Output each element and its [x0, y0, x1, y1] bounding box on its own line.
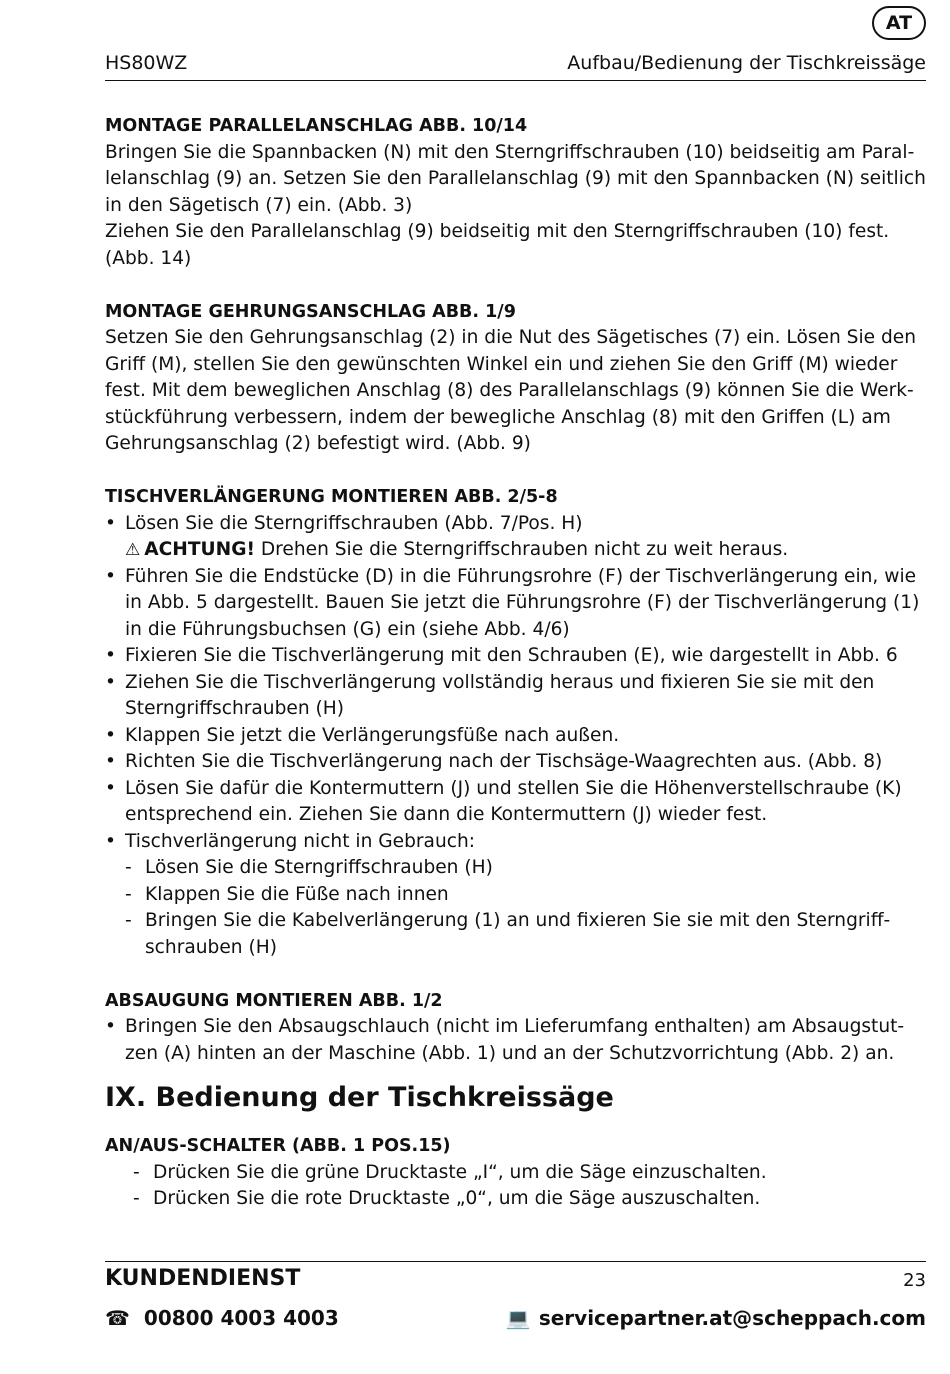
paragraph: Bringen Sie die Spannbacken (N) mit den Sterngriffschrauben (10) beidseitig am Parallelanschlag (9) an. Setzen Sie den Parallelanschlag (9) mit den Spannbacken (N) seitlich in den Sägetisch (7) ein. (Abb. 3) [105, 141, 926, 216]
heading-absaugung: ABSAUGUNG MONTIEREN ABB. 1/2 [105, 990, 443, 1011]
list-item: - Bringen Sie die Kabelverlängerung (1) an und fixieren Sie sie mit den Sterngriffschrauben (H) [125, 908, 926, 961]
list-item: • Lösen Sie die Sterngriffschrauben (Abb. 7/Pos. H) ⚠ ACHTUNG! Drehen Sie die Sterngriffschrauben nicht zu weit heraus. [105, 511, 926, 564]
section-title: Aufbau/Bedienung der Tischkreissäge [567, 52, 926, 74]
model-name: HS80WZ [105, 52, 188, 74]
list-item: • Lösen Sie dafür die Kontermuttern (J) und stellen Sie die Höhenverstellschraube (K) entsprechend ein. Ziehen Sie dann die Kontermuttern (J) wieder fest. [105, 776, 926, 829]
list-item: - Klappen Sie die Füße nach innen [125, 882, 926, 909]
list-item: • Richten Sie die Tischverlängerung nach der Tischsäge-Waagrechten aus. (Abb. 8) [105, 749, 926, 776]
country-badge: AT [872, 6, 926, 40]
chapter-title: IX. Bedienung der Tischkreissäge [105, 1082, 614, 1113]
warning-label: ACHTUNG! [144, 539, 255, 560]
header-divider [105, 80, 926, 81]
bullet-list [105, 511, 926, 962]
warning-text: Drehen Sie die Sterngriffschrauben nicht zu weit heraus. [254, 539, 789, 560]
bullet-list [105, 1014, 926, 1067]
paragraph: Setzen Sie den Gehrungsanschlag (2) in die Nut des Sägetisches (7) ein. Lösen Sie den Griff (M), stellen Sie den gewünschten Winkel ein und ziehen Sie den Griff (M) wieder fest. Mit dem beweglichen Anschlag (8) des Parallelanschlags (9) können Sie die Werkstückführung verbessern, indem der bewegliche Anschlag (8) mit den Griffen (L) am Gehrungsanschlag (2) befestigt wird. (Abb. 9) [105, 327, 916, 454]
list-item: - Drücken Sie die rote Drucktaste „0“, um die Säge auszuschalten. [133, 1186, 926, 1213]
footer-divider [105, 1261, 926, 1262]
phone-icon: ☎ [105, 1306, 130, 1330]
email-address: servicepartner.at@scheppach.com [538, 1306, 926, 1330]
heading-parallelanschlag: MONTAGE PARALLELANSCHLAG ABB. 10/14 [105, 116, 528, 136]
heading-an-aus-schalter: AN/AUS-SCHALTER (ABB. 1 POS.15) [105, 1136, 451, 1156]
computer-icon: 💻 [505, 1306, 531, 1330]
heading-gehrungsanschlag: MONTAGE GEHRUNGSANSCHLAG ABB. 1/9 [105, 301, 516, 322]
footer-title: KUNDENDIENST [105, 1266, 301, 1291]
list-item: • Bringen Sie den Absaugschlauch (nicht im Lieferumfang enthalten) am Absaugstutzen (A) hinten an der Maschine (Abb. 1) und an der Schutzvorrichtung (Abb. 2) an. [105, 1014, 926, 1067]
paragraph: Ziehen Sie den Parallelanschlag (9) beidseitig mit den Sterngriffschrauben (10) fest. (Abb. 14) [105, 221, 890, 269]
list-item: • Ziehen Sie die Tischverlängerung vollständig heraus und fixieren Sie sie mit den Sterngriffschrauben (H) [105, 670, 926, 723]
dash-list [125, 855, 926, 961]
footer-phone [105, 1306, 339, 1330]
phone-number: 00800 4003 4003 [143, 1306, 339, 1330]
main-content [105, 113, 926, 1213]
heading-tischverlaengerung: TISCHVERLÄNGERUNG MONTIEREN ABB. 2/5-8 [105, 487, 558, 507]
page-number: 23 [903, 1270, 926, 1291]
list-item: • Tischverlängerung nicht in Gebrauch: - Lösen Sie die Sterngriffschrauben (H) - Klappen Sie die Füße nach innen - Bringen Sie die Kabelverlängerung (1) an und fixieren Sie sie mit den Sterngriffschrauben (H) [105, 829, 926, 962]
document-page [105, 0, 926, 1374]
list-item: - Lösen Sie die Sterngriffschrauben (H) [125, 855, 926, 882]
warning-triangle-icon: ⚠ [125, 540, 141, 560]
dash-list [133, 1160, 926, 1213]
page-header [105, 52, 926, 78]
list-item: • Klappen Sie jetzt die Verlängerungsfüße nach außen. [105, 723, 926, 750]
list-item: - Drücken Sie die grüne Drucktaste „I“, um die Säge einzuschalten. [133, 1160, 926, 1187]
list-item: • Führen Sie die Endstücke (D) in die Führungsrohre (F) der Tischverlängerung ein, wie in Abb. 5 dargestellt. Bauen Sie jetzt die Führungsrohre (F) der Tischverlängerung (1) in die Führungsbuchsen (G) ein (siehe Abb. 4/6) [105, 564, 926, 644]
footer-email [506, 1306, 926, 1330]
list-item: • Fixieren Sie die Tischverlängerung mit den Schrauben (E), wie dargestellt in Abb. 6 [105, 643, 926, 670]
